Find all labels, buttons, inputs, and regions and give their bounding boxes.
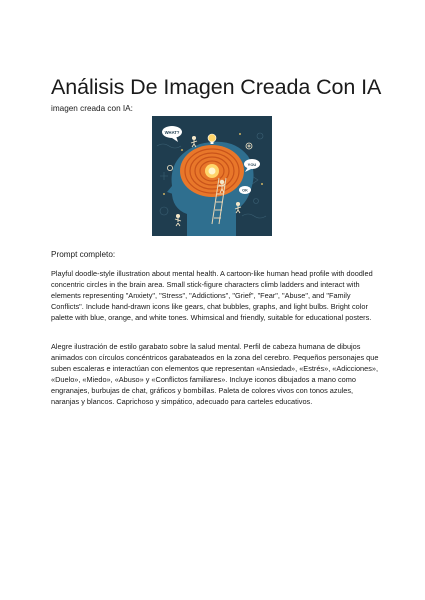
- bubble-label: OK: [242, 188, 248, 193]
- page-title: Análisis De Imagen Creada Con IA: [51, 75, 382, 99]
- image-caption: imagen creada con IA:: [51, 104, 133, 113]
- mental-health-illustration: [152, 116, 272, 236]
- brain-concentric-circles: [180, 145, 244, 197]
- bubble-label: YOU: [247, 162, 257, 167]
- prompt-paragraph-spanish: Alegre ilustración de estilo garabato sobre la salud mental. Perfil de cabeza humana de dibujos animados con círculos concéntricos garabateados en la zona del cerebro. Pequeños personajes que suben escaleras e interactúan con elementos que representan «Ansiedad», «Estrés», «Adicciones», «Duelo», «Miedo», «Abuso» y «Conflictos familiares». Incluye iconos dibujados a mano como engranajes, burbujas de chat, gráficos y bombillas. Paleta de colores vivos con tonos azules, naranjas y blancos. Caprichoso y simpático, adecuado para carteles educativos.: [51, 342, 379, 407]
- prompt-label: Prompt completo:: [51, 250, 116, 259]
- bubble-label: WHAT?: [164, 130, 180, 135]
- prompt-paragraph-english: Playful doodle-style illustration about mental health. A cartoon-like human head profile with doodled concentric circles in the brain area. Small stick-figure characters climb ladders and interact with elements representing "Anxiety", "Stress", "Addictions", "Grief", "Fear", "Abuse", and "Family Conflicts". Include hand-drawn icons like gears, chat bubbles, graphs, and light bulbs. Bright color palette with blue, orange, and white tones. Whimsical and friendly, suitable for educational posters.: [51, 269, 373, 323]
